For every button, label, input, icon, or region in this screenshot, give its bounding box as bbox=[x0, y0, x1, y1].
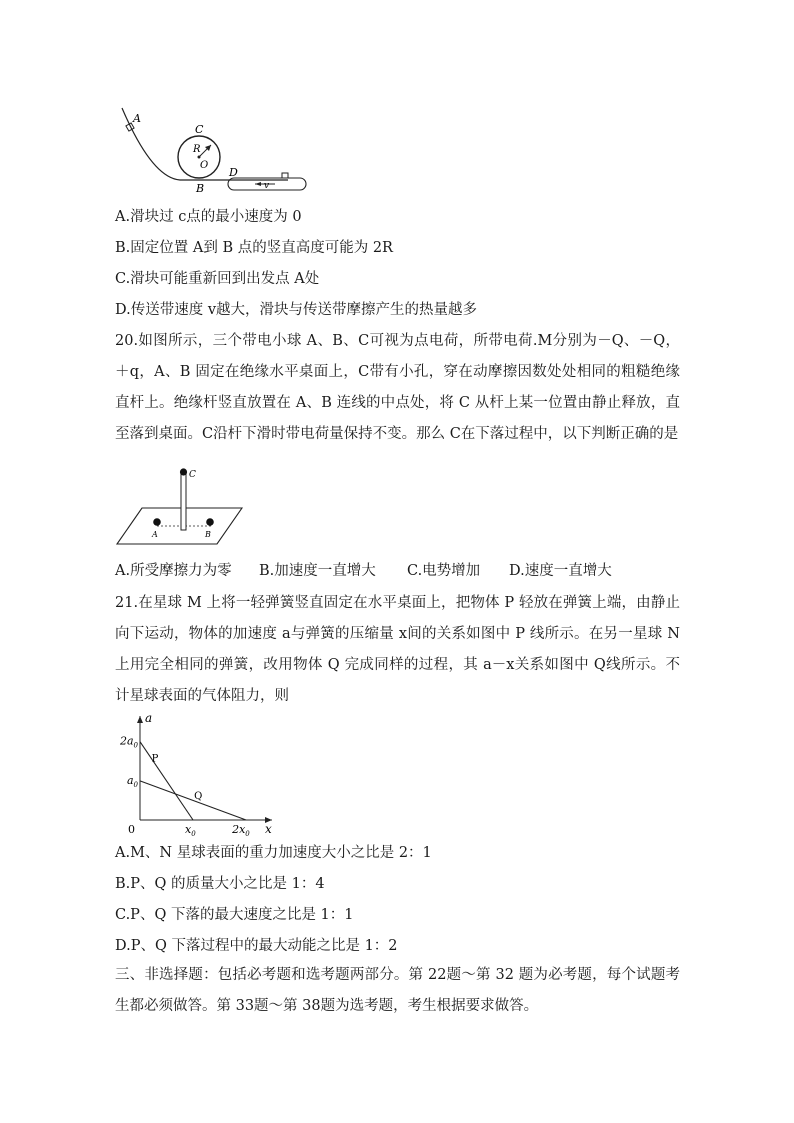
series-label-p: P bbox=[151, 753, 159, 765]
q21-option-a: A.M、N 星球表面的重力加速度大小之比是 2：1 bbox=[115, 845, 432, 861]
series-line-q bbox=[140, 781, 246, 820]
x-axis-label: x bbox=[265, 822, 272, 836]
origin-label: 0 bbox=[128, 823, 135, 836]
x-tick-2x0: $2x_0$ bbox=[232, 823, 250, 836]
q20-options bbox=[115, 561, 680, 581]
q19-option-c: C.滑块可能重新回到出发点 A处 bbox=[115, 271, 320, 287]
y-axis-label: a bbox=[145, 711, 153, 725]
rod-charges-figure bbox=[115, 456, 245, 551]
q20-option-a: A.所受摩擦力为零 bbox=[115, 563, 232, 579]
y-tick-a0: $a_0$ bbox=[126, 773, 138, 789]
q19-option-d: D.传送带速度 v越大，滑块与传送带摩擦产生的热量越多 bbox=[115, 302, 478, 318]
acceleration-compression-chart bbox=[110, 708, 280, 836]
q20-option-d: D.速度一直增大 bbox=[509, 563, 612, 579]
label-c: C bbox=[195, 123, 204, 136]
label-b: B bbox=[196, 182, 205, 195]
label-o: O bbox=[200, 160, 209, 171]
q20-option-c: C.电势增加 bbox=[407, 563, 481, 579]
q19-option-a: A.滑块过 c点的最小速度为 0 bbox=[115, 209, 302, 225]
q21-stem: 21.在星球 M 上将一轻弹簧竖直固定在水平桌面上，把物体 P 轻放在弹簧上端，由静止向下运动，物体的加速度 a与弹簧的压缩量 x间的关系如图中 P 线所示。在另一星球 N 上用完全相同的弹簧，改用物体 Q 完成同样的过程，其 a－x关系如图中 Q线所示。不计星球表面的气体阻力，则 bbox=[115, 595, 680, 704]
q19-option-b: B.固定位置 A到 B 点的竖直高度可能为 2R bbox=[115, 240, 393, 256]
q20-stem: 20.如图所示，三个带电小球 A、B、C可视为点电荷，所带电荷.M分别为－Q、－Q，＋q，A、B 固定在绝缘水平桌面上，C带有小孔，穿在动摩擦因数处处相同的粗糙绝缘直杆上。绝缘杆竖直放置在 A、B 连线的中点处，将 C 从杆上某一位置由静止释放，直至落到桌面。C沿杆下滑时带电荷量保持不变。那么 C在下落过程中，以下判断正确的是 bbox=[115, 333, 680, 442]
q21-option-b: B.P、Q 的质量大小之比是 1：4 bbox=[115, 876, 325, 892]
track-conveyor-figure bbox=[110, 100, 310, 195]
label-r: R bbox=[193, 144, 201, 155]
y-tick-2a0: $2a_0$ bbox=[119, 734, 138, 750]
section-3-instructions: 三、非选择题：包括必考题和选考题两部分。第 22题～第 32 题为必考题，每个试题考生都必须做答。第 33题～第 38题为选考题，考生根据要求做答。 bbox=[115, 967, 680, 1014]
label-d: D bbox=[229, 166, 238, 179]
label-a: A bbox=[133, 112, 141, 125]
label-b: B bbox=[205, 530, 211, 539]
q21-option-c: C.P、Q 下落的最大速度之比是 1：1 bbox=[115, 907, 354, 923]
series-label-q: Q bbox=[194, 791, 203, 803]
series-line-p bbox=[140, 742, 193, 820]
y-axis-arrow bbox=[137, 716, 143, 723]
x-tick-x0: $x_0$ bbox=[185, 823, 196, 836]
q20-option-b: B.加速度一直增大 bbox=[259, 563, 376, 579]
label-c: C bbox=[189, 470, 196, 480]
label-v: v bbox=[264, 181, 270, 191]
q21-option-d: D.P、Q 下落过程中的最大动能之比是 1：2 bbox=[115, 938, 398, 954]
label-a: A bbox=[152, 530, 158, 539]
